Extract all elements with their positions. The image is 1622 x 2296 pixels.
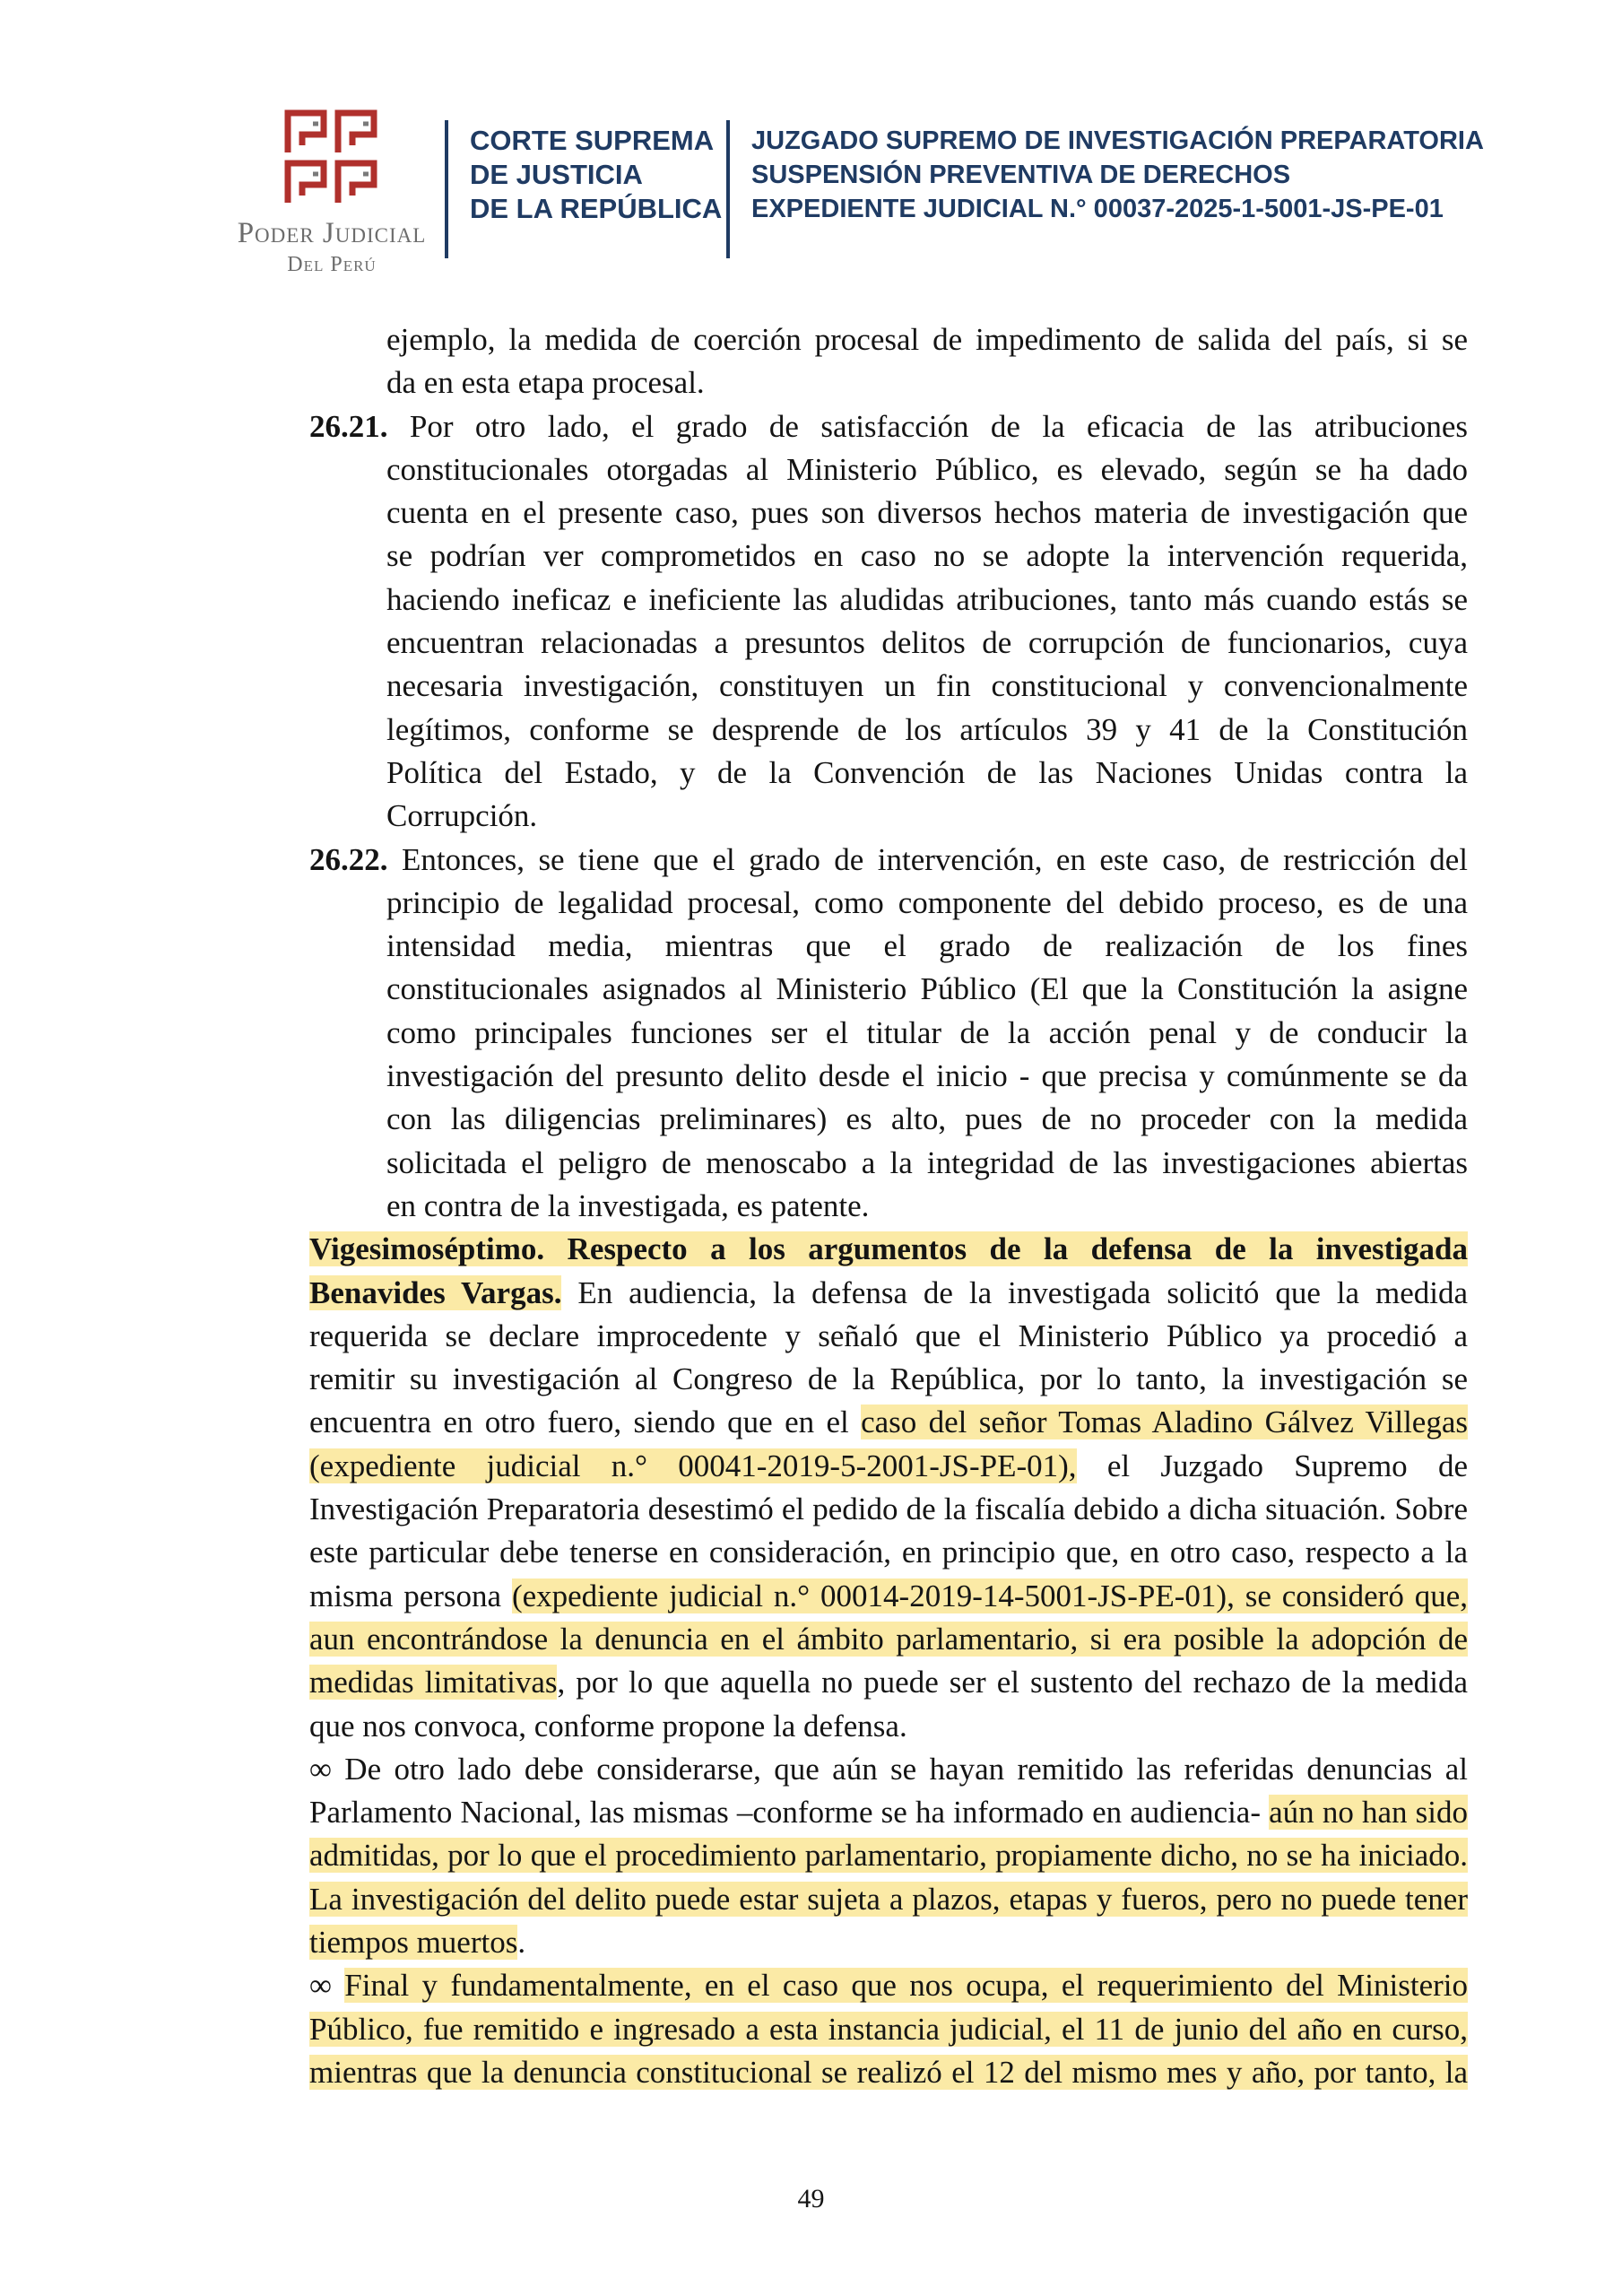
text-line bbox=[309, 1921, 1468, 1964]
text-line: encuentran relacionadas a presuntos delitos de corrupción de funcionarios, cuya bbox=[386, 625, 1468, 661]
text-line bbox=[309, 2008, 1468, 2051]
highlighted-text: Público, fue remitido e ingresado a esta instancia judicial, el 11 de junio del año en curso, bbox=[309, 2011, 1468, 2047]
text-line: da en esta etapa procesal. bbox=[386, 365, 705, 401]
court-name-line: DE JUSTICIA bbox=[470, 159, 643, 190]
case-file-number: EXPEDIENTE JUDICIAL N.° 00037-2025-1-5001-JS-PE-01 bbox=[751, 195, 1444, 223]
text-line: en contra de la investigada, es patente. bbox=[386, 1187, 870, 1223]
text-span: Por otro lado, el grado de satisfacción de la eficacia de las atribuciones bbox=[409, 408, 1468, 444]
text-line: que nos convoca, conforme propone la defensa. bbox=[309, 1708, 907, 1744]
text-line: con las diligencias preliminares) es alto, pues de no proceder con la medida bbox=[386, 1101, 1468, 1137]
highlighted-text: La investigación del delito puede estar sujeta a plazos, etapas y fueros, pero no puede tener bbox=[309, 1881, 1468, 1917]
text-line: ∞ De otro lado debe considerarse, que aún se hayan remitido las referidas denuncias al bbox=[309, 1751, 1468, 1787]
text-span: Parlamento Nacional, las mismas –conforme se ha informado en audiencia- bbox=[309, 1795, 1270, 1831]
paragraph-26-21 bbox=[309, 405, 1468, 448]
highlighted-text: (expediente judicial n.° 00014-2019-14-5001-JS-PE-01), se consideró que, bbox=[511, 1578, 1468, 1613]
paragraph-26-22 bbox=[309, 839, 1468, 882]
highlighted-text: Final y fundamentalmente, en el caso que nos ocupa, el requerimiento del Ministerio bbox=[344, 1968, 1468, 2004]
text-line: intensidad media, mientras que el grado de realización de los fines bbox=[386, 928, 1468, 964]
court-office: JUZGADO SUPREMO DE INVESTIGACIÓN PREPARATORIA bbox=[751, 126, 1484, 155]
text-line: necesaria investigación, constituyen un fin constitucional y convencionalmente bbox=[386, 668, 1468, 704]
paragraph-number: 26.21. bbox=[309, 408, 388, 444]
text-line bbox=[309, 2051, 1468, 2094]
highlighted-text: mientras que la denuncia constitucional se realizó el 12 del mismo mes y año, por tanto, la bbox=[309, 2054, 1468, 2090]
highlighted-text: aun encontrándose la denuncia en el ámbito parlamentario, si era posible la adopción de bbox=[309, 1621, 1468, 1657]
text-line: constitucionales otorgadas al Ministerio Público, es elevado, según se ha dado bbox=[386, 451, 1468, 487]
text-line: como principales funciones ser el titular de la acción penal y de conducir la bbox=[386, 1014, 1468, 1050]
case-info bbox=[751, 124, 1484, 226]
court-name-line: CORTE SUPREMA bbox=[470, 125, 715, 156]
highlighted-text: admitidas, por lo que el procedimiento parlamentario, propiamente dicho, no se ha iniciado. bbox=[309, 1838, 1468, 1874]
text-line bbox=[309, 1618, 1468, 1661]
text-line: haciendo ineficaz e ineficiente las aludidas atribuciones, tanto más cuando estás se bbox=[386, 581, 1468, 617]
text-line bbox=[309, 1834, 1468, 1877]
text-line bbox=[309, 1878, 1468, 1921]
text-span: encuentra en otro fuero, siendo que en el bbox=[309, 1405, 862, 1440]
paragraph-number: 26.22. bbox=[309, 841, 388, 877]
court-name-line: DE LA REPÚBLICA bbox=[470, 193, 723, 224]
text-span: , por lo que aquella no puede ser el sustento del rechazo de la medida bbox=[557, 1665, 1468, 1700]
page-header bbox=[0, 0, 1622, 296]
header-divider bbox=[726, 120, 730, 258]
text-line bbox=[309, 1272, 1468, 1315]
text-line bbox=[309, 1445, 1468, 1488]
highlighted-text: Vigesimoséptimo. Respecto a los argumentos de la defensa de la investigada bbox=[309, 1231, 1468, 1267]
text-line: se podrían ver comprometidos en caso no se adopte la intervención requerida, bbox=[386, 538, 1468, 574]
text-line bbox=[309, 1964, 1468, 2007]
text-span: En audiencia, la defensa de la investigada solicitó que la medida bbox=[561, 1274, 1468, 1310]
text-line: legítimos, conforme se desprende de los artículos 39 y 41 de la Constitución bbox=[386, 711, 1468, 747]
text-line bbox=[309, 1401, 1468, 1444]
header-divider bbox=[445, 120, 448, 258]
poder-judicial-emblem-icon bbox=[282, 108, 379, 208]
text-line: Política del Estado, y de la Convención de las Naciones Unidas contra la bbox=[386, 754, 1468, 790]
text-line: investigación del presunto delito desde el inicio - que precisa y comúnmente se da bbox=[386, 1058, 1468, 1094]
text-span: misma persona bbox=[309, 1578, 512, 1613]
text-line: Corrupción. bbox=[386, 798, 538, 834]
text-span: el Juzgado Supremo de bbox=[1076, 1448, 1468, 1483]
highlighted-text: tiempos muertos bbox=[309, 1924, 518, 1960]
text-line: principio de legalidad procesal, como componente del debido proceso, es de una bbox=[386, 884, 1468, 920]
text-line: remitir su investigación al Congreso de la República, por lo tanto, la investigación se bbox=[309, 1361, 1468, 1397]
text-span: ∞ bbox=[309, 1968, 345, 2004]
text-line: Investigación Preparatoria desestimó el pedido de la fiscalía debido a dicha situación. Sobre bbox=[309, 1492, 1468, 1527]
text-span: . bbox=[517, 1924, 526, 1960]
highlighted-text: (expediente judicial n.° 00041-2019-5-2001-JS-PE-01), bbox=[309, 1448, 1077, 1483]
text-line: requerida se declare improcedente y señaló que el Ministerio Público ya procedió a bbox=[309, 1318, 1468, 1353]
logo-subtitle: Del Perú bbox=[287, 253, 377, 276]
text-line: solicitada el peligro de menoscabo a la integridad de las investigaciones abiertas bbox=[386, 1144, 1468, 1180]
highlighted-text: Benavides Vargas. bbox=[309, 1274, 562, 1310]
text-span: Entonces, se tiene que el grado de intervención, en este caso, de restricción del bbox=[401, 841, 1469, 877]
highlighted-text: caso del señor Tomas Aladino Gálvez Villegas bbox=[861, 1405, 1468, 1440]
text-line bbox=[309, 1575, 1468, 1618]
document-body bbox=[309, 318, 1468, 2094]
text-line bbox=[309, 1791, 1468, 1834]
poder-judicial-logo bbox=[224, 108, 439, 287]
section-heading-27 bbox=[309, 1228, 1468, 1271]
highlighted-text: aún no han sido bbox=[1269, 1795, 1468, 1831]
text-line: constitucionales asignados al Ministerio Público (El que la Constitución la asigne bbox=[386, 971, 1468, 1007]
case-type: SUSPENSIÓN PREVENTIVA DE DERECHOS bbox=[751, 161, 1291, 189]
court-name bbox=[470, 124, 722, 226]
logo-name: Poder Judicial bbox=[237, 217, 427, 249]
text-line: este particular debe tenerse en consideración, en principio que, en otro caso, respecto a la bbox=[309, 1535, 1468, 1570]
text-line: cuenta en el presente caso, pues son diversos hechos materia de investigación que bbox=[386, 495, 1468, 531]
highlighted-text: medidas limitativas bbox=[309, 1665, 558, 1700]
page-number: 49 bbox=[797, 2184, 825, 2213]
text-line bbox=[309, 1661, 1468, 1704]
text-line: ejemplo, la medida de coerción procesal de impedimento de salida del país, si se bbox=[386, 322, 1468, 357]
